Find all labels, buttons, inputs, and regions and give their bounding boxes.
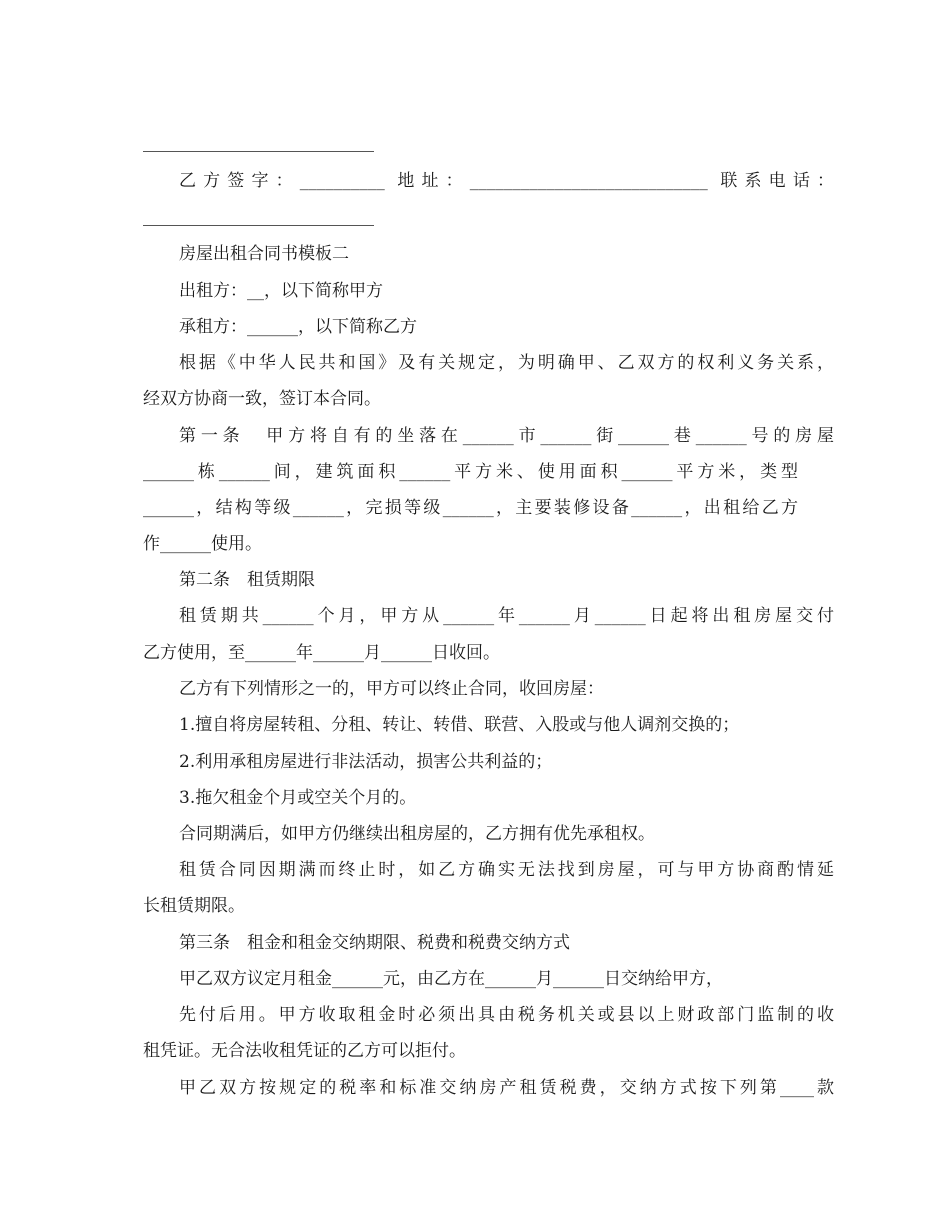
- article3-line-1: 甲乙双方议定月租金______元，由乙方在______月______日交纳给甲方，: [179, 969, 723, 989]
- article1-line-4: 作______使用。: [143, 534, 262, 554]
- lessee-line: 承租方：______，以下简称乙方: [179, 317, 417, 337]
- article2-line-2: 乙方使用，至______年______月______日收回。: [143, 643, 500, 663]
- article1-line-3: ______，结构等级______，完损等级______，主要装修设备______，出租给乙方: [143, 498, 798, 518]
- document-title: 房屋出租合同书模板二: [179, 244, 349, 264]
- article1-line-2: ______栋______间，建筑面积______平方米、使用面积______平方米，类型: [143, 462, 798, 482]
- article3-line-2: 先付后用。甲方收取租金时必须出具由税务机关或县以上财政部门监制的收: [179, 1005, 834, 1025]
- preamble-line-1: 根据《中华人民共和国》及有关规定，为明确甲、乙双方的权利义务关系，: [179, 353, 834, 373]
- article2-item-3: 3.拖欠租金个月或空关个月的。: [179, 788, 417, 808]
- article2-line-1: 租赁期共______个月，甲方从______年______月______日起将出租房屋交付: [179, 606, 834, 626]
- signature-underline: [143, 151, 374, 152]
- article1-line-1: 第一条 甲方将自有的坐落在______市______街______巷______号的房屋: [179, 426, 834, 446]
- lessor-line: 出租方：__，以下简称甲方: [179, 281, 383, 301]
- article2-terminate: 乙方有下列情形之一的，甲方可以终止合同，收回房屋：: [179, 679, 604, 699]
- article3-title: 第三条 租金和租金交纳期限、税费和税费交纳方式: [179, 933, 570, 953]
- article2-title: 第二条 租赁期限: [179, 570, 315, 590]
- article2-extend-line-2: 长租赁期限。: [143, 896, 245, 916]
- article2-priority: 合同期满后，如甲方仍继续出租房屋的，乙方拥有优先承租权。: [179, 824, 655, 844]
- article2-item-1: 1.擅自将房屋转租、分租、转让、转借、联营、入股或与他人调剂交换的；: [179, 715, 740, 735]
- article2-extend-line-1: 租赁合同因期满而终止时，如乙方确实无法找到房屋，可与甲方协商酌情延: [179, 860, 834, 880]
- phone-underline: [143, 225, 374, 226]
- article2-item-2: 2.利用承租房屋进行非法活动，损害公共利益的；: [179, 752, 553, 772]
- party-b-signature-line: 乙方签字：__________ 地址：____________________________ 联系电话：: [179, 171, 834, 191]
- preamble-line-2: 经双方协商一致，签订本合同。: [143, 389, 381, 409]
- article3-line-3: 租凭证。无合法收租凭证的乙方可以拒付。: [143, 1041, 466, 1061]
- article3-line-4: 甲乙双方按规定的税率和标准交纳房产租赁税费，交纳方式按下列第____款: [179, 1078, 834, 1098]
